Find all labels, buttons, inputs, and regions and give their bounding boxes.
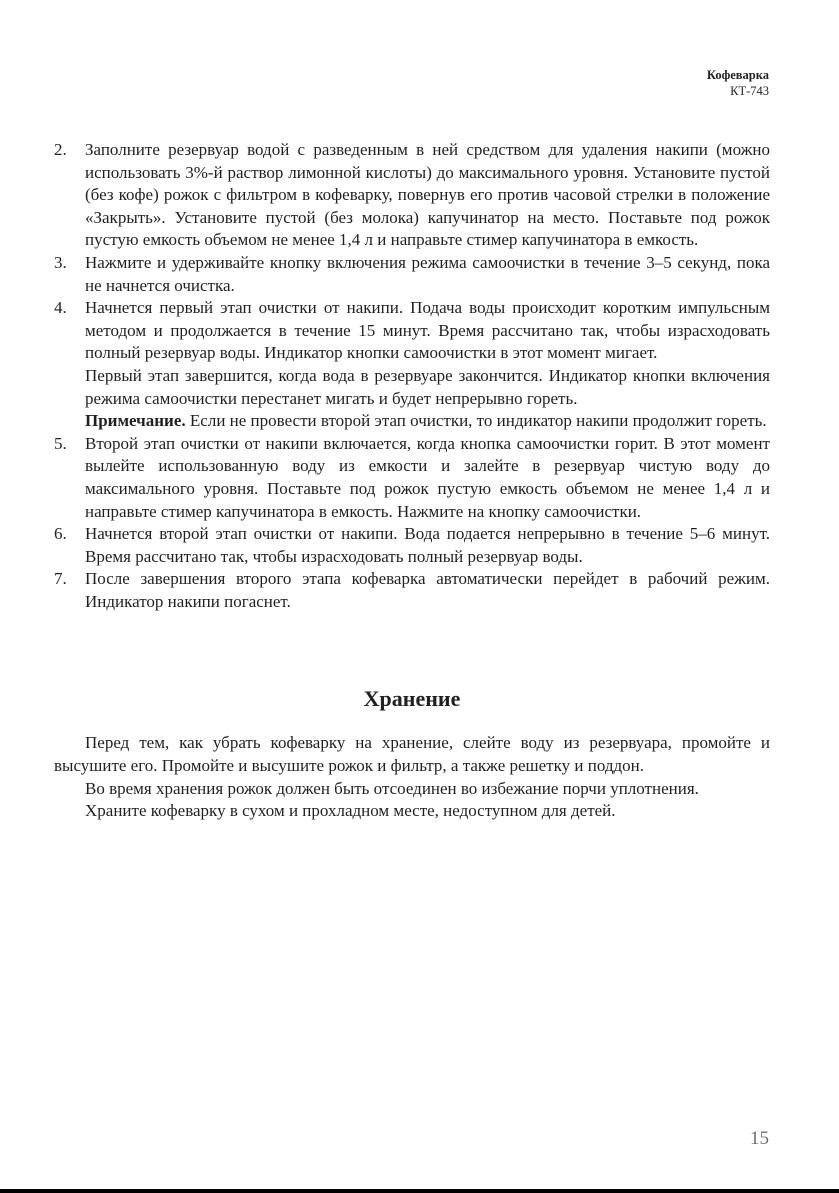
step-text: Второй этап очистки от накипи включается, когда кнопка самоочистки горит. В этот момент вылейте использованную воду из емкости и залейте в резервуар чистую воду до максимального уровня. Поставьте под рожок пустую емкость объемом не менее 1,4 л и направьте стимер капучинатора в емкость. Нажмите на кнопку самоочистки. bbox=[85, 433, 770, 521]
storage-paragraph: Храните кофеварку в сухом и прохладном месте, недоступном для детей. bbox=[85, 801, 616, 821]
step-text: Нажмите и удерживайте кнопку включения режима самоочистки в течение 3–5 секунд, пока не начнется очистка. bbox=[85, 252, 770, 295]
step-number: 6. bbox=[54, 524, 67, 544]
steps-list bbox=[54, 139, 770, 613]
step-number: 7. bbox=[54, 569, 67, 589]
storage-paragraph: Во время хранения рожок должен быть отсоединен во избежание порчи уплотнения. bbox=[85, 778, 699, 798]
step-number: 2. bbox=[54, 140, 67, 159]
page-header bbox=[707, 67, 769, 99]
header-model: КТ-743 bbox=[730, 84, 769, 98]
note-label: Примечание. bbox=[85, 411, 186, 431]
header-title: Кофеварка bbox=[706, 68, 769, 82]
step-note bbox=[85, 410, 770, 433]
step-number: 5. bbox=[54, 433, 67, 453]
step-text: Начнется второй этап очистки от накипи. Вода подается непрерывно в течение 5–6 минут. Время рассчитано так, чтобы израсходовать полный резервуар воды. bbox=[85, 524, 770, 566]
step-number: 4. bbox=[54, 298, 67, 318]
step-item bbox=[54, 139, 770, 252]
step-text: После завершения второго этапа кофеварка автоматически перейдет в рабочий режим. Индикатор накипи погаснет. bbox=[85, 569, 770, 611]
section-title-storage: Хранение bbox=[363, 686, 461, 712]
note-text: Если не провести второй этап очистки, то индикатор накипи продолжит гореть. bbox=[185, 411, 767, 431]
step-item bbox=[54, 433, 770, 523]
page-content bbox=[54, 139, 770, 823]
step-number: 3. bbox=[54, 252, 67, 272]
step-text: Заполните резервуар водой с разведенным в ней средством для удаления накипи (можно использовать 3%-й раствор лимонной кислоты) до максимального уровня. Установите пустой (без кофе) рожок с фильтром в кофеварку, повернув его против часовой стрелки в положение «Закрыть». Установите пустой (без молока) капучинатор на место. Поставьте под рожок пустую емкость объемом не менее 1,4 л и направьте стимер капучинатора в емкость. bbox=[85, 140, 770, 250]
step-item bbox=[54, 252, 770, 297]
step-item bbox=[54, 523, 770, 568]
step-text: Первый этап завершится, когда вода в резервуаре закончится. Индикатор кнопки включения режима самоочистки перестанет мигать и будет непрерывно гореть. bbox=[85, 365, 770, 408]
bottom-rule bbox=[0, 1189, 839, 1193]
step-item bbox=[54, 568, 770, 613]
page-number: 15 bbox=[750, 1128, 769, 1149]
step-text: Начнется первый этап очистки от накипи. Подача воды происходит коротким импульсным методом и продолжается в течение 15 минут. Время рассчитано так, чтобы израсходовать полный резервуар воды. Индикатор кнопки самоочистки в этот момент мигает. bbox=[85, 298, 770, 363]
step-item bbox=[54, 297, 770, 433]
storage-paragraph: Перед тем, как убрать кофеварку на хранение, слейте воду из резервуара, промойте и высушите его. Промойте и высушите рожок и фильтр, а также решетку и поддон. bbox=[54, 733, 770, 776]
